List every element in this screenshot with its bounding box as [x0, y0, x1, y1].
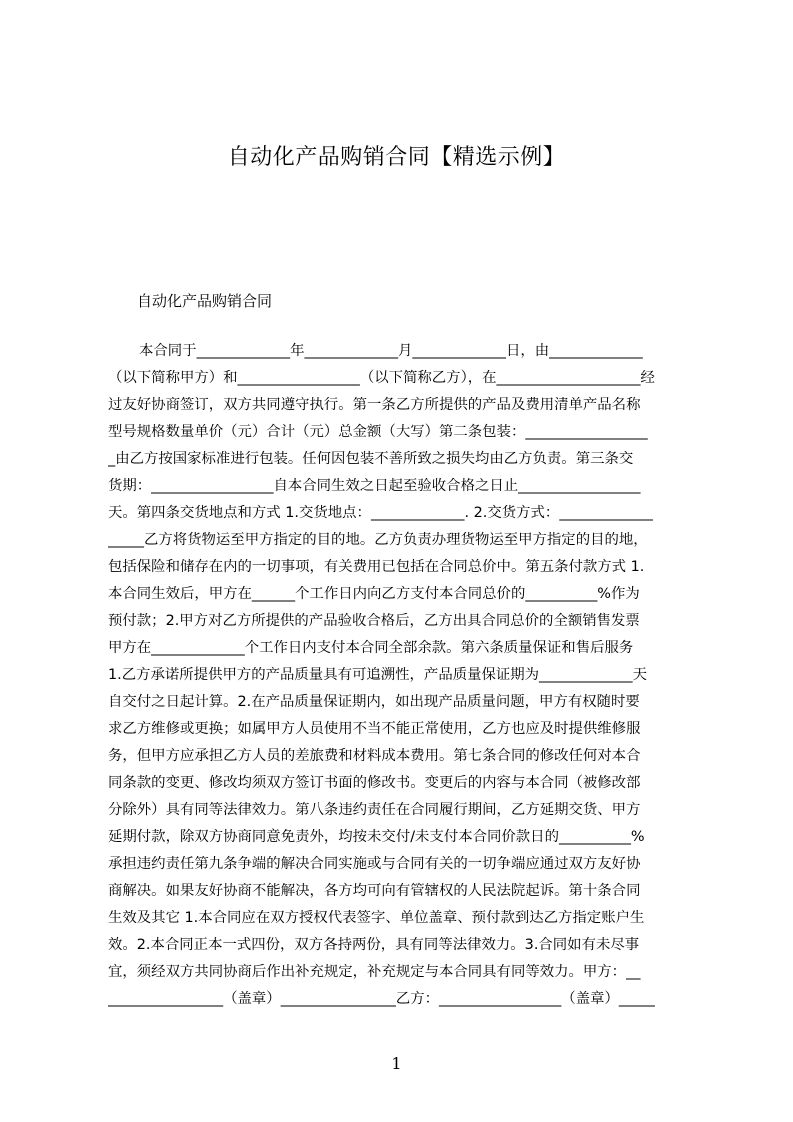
body-line: 效。2.本合同正本一式四份，双方各持两份，具有同等法律效力。3.合同如有未尽事 — [108, 937, 640, 953]
body-line: 分除外）具有同等法律效力。第八条违约责任在合同履行期间，乙方延期交货、甲方 — [108, 802, 641, 818]
body-line: 天。第四条交货地点和方式 1.交货地点：_____________. 2.交货方式：_____________ — [108, 505, 653, 521]
body-line: 甲方在_____________个工作日内支付本合同全部余款。第六条质量保证和售后服务 — [108, 640, 634, 656]
body-line: 商解决。如果友好协商不能解决，各方均可向有管辖权的人民法院起诉。第十条合同 — [108, 883, 641, 899]
body-line: 过友好协商签订，双方共同遵守执行。第一条乙方所提供的产品及费用清单产品名称 — [108, 397, 641, 413]
body-line: 承担违约责任第九条争端的解决合同实施或与合同有关的一切争端应通过双方友好协 — [108, 856, 641, 872]
body-line: 1.乙方承诺所提供甲方的产品质量具有可追溯性，产品质量保证期为_____________天 — [108, 667, 647, 683]
body-line: 本合同于_____________年_____________月_____________日，由_____________ — [139, 343, 643, 359]
page-number: 1 — [391, 1054, 402, 1073]
body-line: ________________（盖章）________________乙方：_________________（盖章）_____ — [108, 991, 655, 1007]
body-line: 宜，须经双方共同协商后作出补充规定，补充规定与本合同具有同等效力。甲方：__ — [108, 964, 641, 980]
body-line: （以下简称甲方）和_________________（以下简称乙方），在____________________经 — [108, 370, 655, 386]
body-line: 生效及其它 1.本合同应在双方授权代表签字、单位盖章、预付款到达乙方指定账户生 — [108, 910, 645, 926]
body-line: 延期付款，除双方协商同意免责外，均按未交付/未支付本合同价款日的__________% — [108, 829, 645, 845]
document-subtitle: 自动化产品购销合同 — [137, 292, 273, 310]
body-line: _____乙方将货物运至甲方指定的目的地。乙方负责办理货物运至甲方指定的目的地， — [108, 532, 648, 548]
body-line: 型号规格数量单价（元）合计（元）总金额（大写）第二条包装：_________________ — [108, 424, 648, 440]
body-line: 预付款；2.甲方对乙方所提供的产品验收合格后，乙方出具合同总价的全额销售发票 — [108, 613, 640, 629]
body-line: 求乙方维修或更换；如属甲方人员使用不当不能正常使用，乙方也应及时提供维修服 — [108, 721, 641, 737]
body-line: 货期：_________________自本合同生效之日起至验收合格之日止_________________ — [108, 478, 641, 494]
body-line: 自交付之日起计算。2.在产品质量保证期内，如出现产品质量问题，甲方有权随时要 — [108, 694, 640, 710]
contract-body — [108, 338, 698, 1013]
body-line: 本合同生效后，甲方在______个工作日内向乙方支付本合同总价的__________%作为 — [108, 586, 640, 602]
document-title: 自动化产品购销合同【精选示例】 — [227, 145, 566, 170]
body-line: 同条款的变更、修改均须双方签订书面的修改书。变更后的内容与本合同（被修改部 — [108, 775, 641, 791]
body-line: 务，但甲方应承担乙方人员的差旅费和材料成本费用。第七条合同的修改任何对本合 — [108, 748, 641, 764]
body-line: 包括保险和储存在内的一切事项，有关费用已包括在合同总价中。第五条付款方式 1. — [108, 559, 645, 575]
body-line: _由乙方按国家标准进行包装。任何因包装不善所致之损失均由乙方负责。第三条交 — [108, 451, 634, 467]
